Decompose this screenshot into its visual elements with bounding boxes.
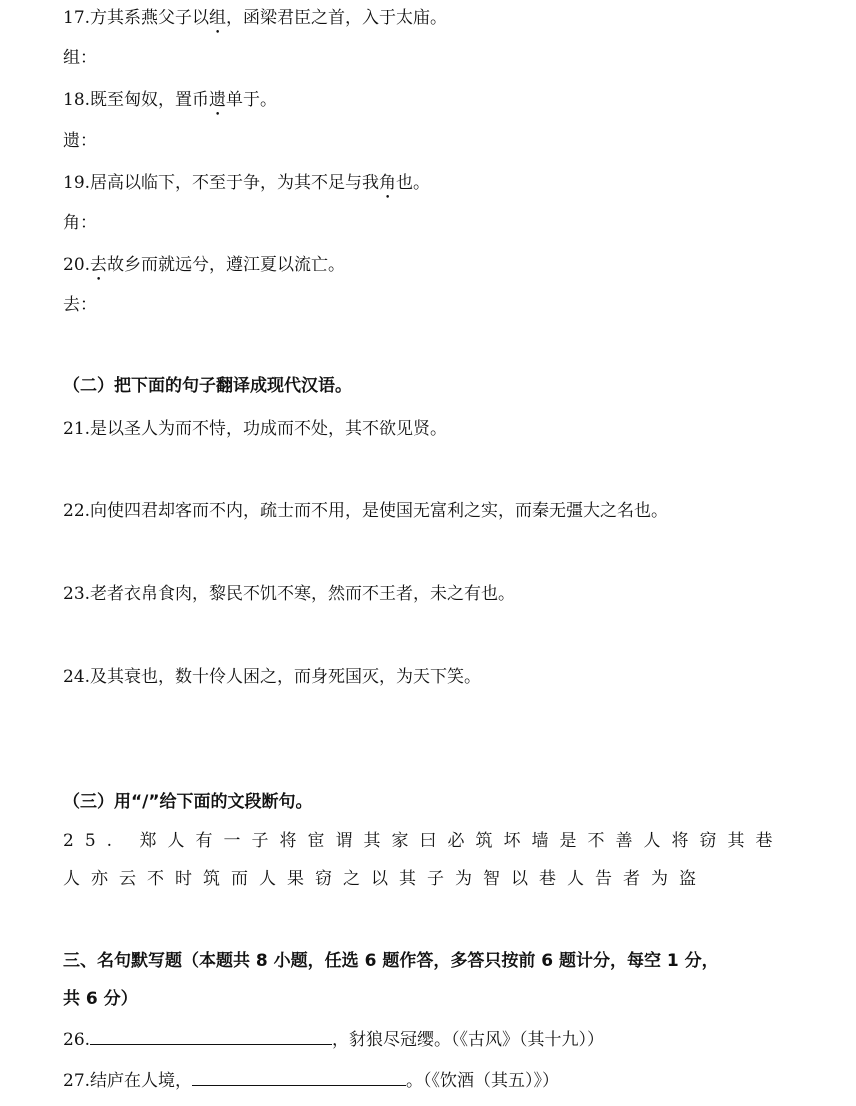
translation-item: 23.老者衣帛食肉，黎民不饥不寒，然而不王者，未之有也。 (63, 584, 516, 604)
translation-item: 24.及其衰也，数十伶人困之，而身死国灭，为天下笑。 (63, 667, 482, 687)
sentence-text: ，豺狼尽冠缨。（《古风》（其十九）） (332, 1030, 605, 1050)
sentence-text: 居高以临下，不至于争，为其不足与我 (90, 173, 380, 193)
question-number: 19. (63, 173, 91, 193)
answer-label: 去： (63, 295, 97, 315)
answer-label: 遗： (63, 131, 97, 151)
emphasized-char: 遗 (209, 90, 227, 110)
answer-label: 组： (63, 48, 97, 68)
sentence-text: 也。 (396, 173, 431, 193)
question-number: 26. (63, 1030, 91, 1050)
sentence-text: 27.结庐在人境， (63, 1071, 193, 1091)
answer-blank[interactable] (192, 1069, 406, 1086)
translation-item: 22.向使四君却客而不内，疏士而不用，是使国无富利之实，而秦无彊大之名也。 (63, 501, 669, 521)
part-heading: 三、名句默写题（本题共 8 小题，任选 6 题作答，多答只按前 6 题计分，每空 1 分， (63, 951, 719, 971)
sentence-text: 。（《饮酒（其五）》） (406, 1071, 560, 1091)
punctuation-passage-line: 人亦云不时筑而人果窃之以其子为智以巷人告者为盗 (63, 869, 707, 889)
question-27 (63, 1069, 559, 1092)
question-number: 20. (63, 255, 91, 275)
translation-item: 21.是以圣人为而不恃，功成而不处，其不欲见贤。 (63, 419, 448, 439)
sentence-text: 故乡而就远兮，遵江夏以流亡。 (107, 255, 346, 275)
section-heading: （二）把下面的句子翻译成现代汉语。 (63, 376, 352, 396)
question-19 (63, 172, 430, 203)
emphasized-char: 组 (209, 8, 227, 28)
sentence-text: 单于。 (226, 90, 278, 110)
sentence-text: ，函梁君臣之首，入于太庙。 (226, 8, 448, 28)
question-20 (63, 254, 345, 285)
question-18 (63, 89, 277, 120)
question-number: 18. (63, 90, 91, 110)
question-26 (63, 1028, 604, 1051)
section-heading: （三）用“/”给下面的文段断句。 (63, 792, 313, 812)
question-number: 17. (63, 8, 91, 28)
emphasized-char: 角 (379, 173, 397, 193)
answer-blank[interactable] (90, 1028, 332, 1045)
emphasized-char: 去 (90, 255, 108, 275)
question-17 (63, 7, 447, 38)
answer-label: 角： (63, 213, 97, 233)
sentence-text: 既至匈奴，置币 (90, 90, 210, 110)
sentence-text: 方其系燕父子以 (90, 8, 210, 28)
part-heading: 共 6 分） (63, 989, 138, 1009)
punctuation-passage-line: 25. 郑人有一子将宦谓其家曰必筑坏墙是不善人将窃其巷 (63, 831, 784, 851)
